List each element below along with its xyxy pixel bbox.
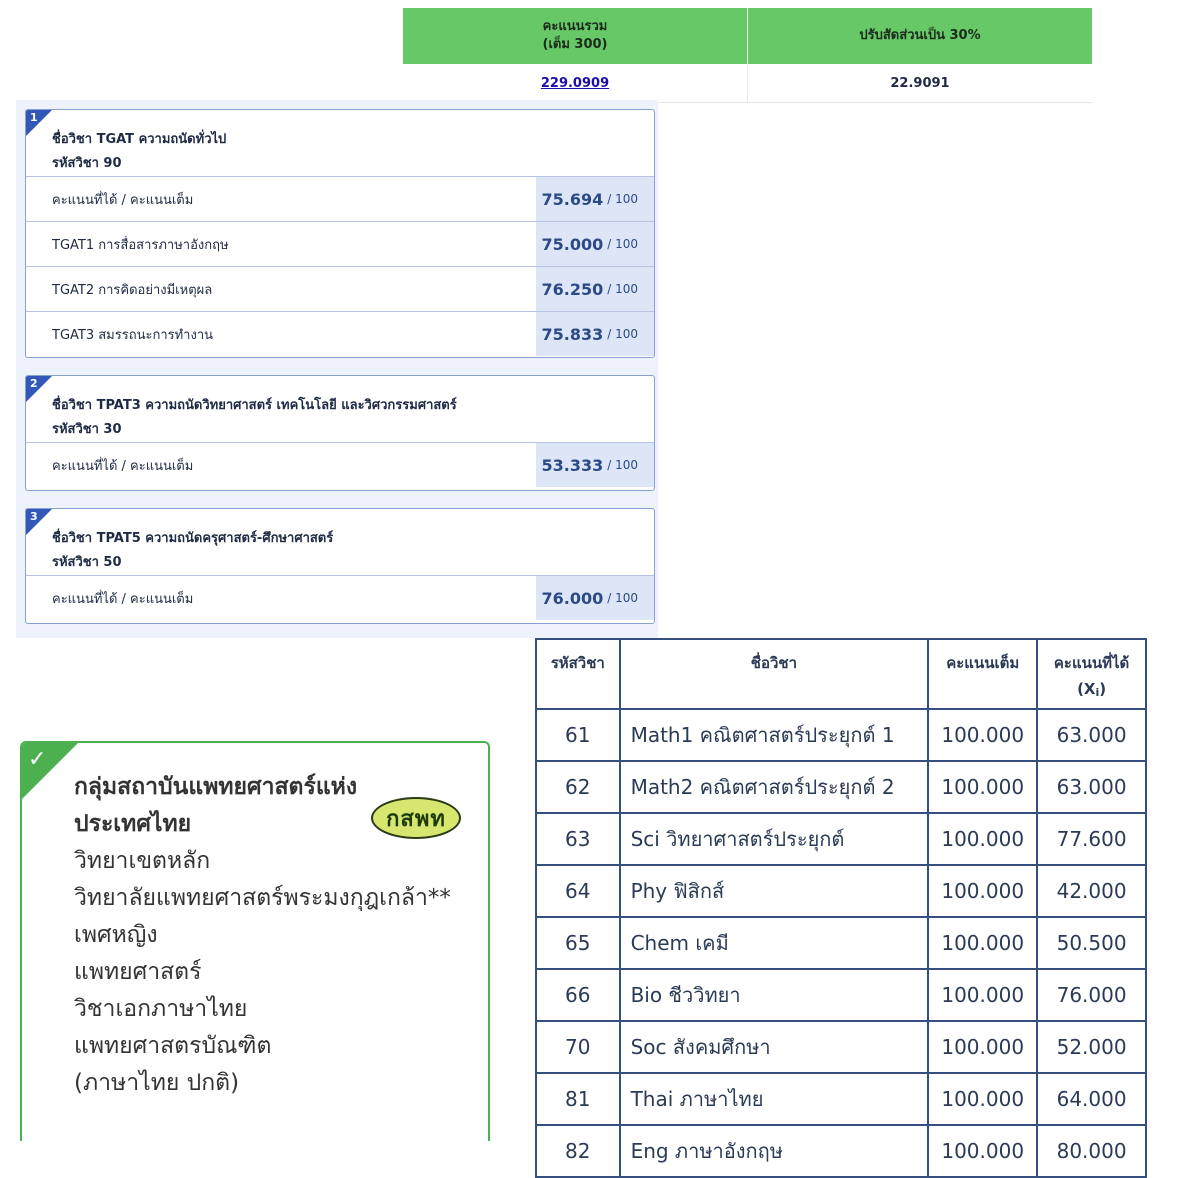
row-subject: Eng ภาษาอังกฤษ bbox=[620, 1125, 929, 1177]
subject-card-3 bbox=[25, 508, 655, 624]
score-row-label: TGAT2 การคิดอย่างมีเหตุผล bbox=[52, 283, 213, 298]
row-code: 65 bbox=[536, 917, 620, 969]
result-faculty: แพทยศาสตร์ bbox=[74, 959, 202, 985]
row-code: 81 bbox=[536, 1073, 620, 1125]
subject-code: รหัสวิชา 90 bbox=[52, 156, 122, 171]
score-value: 76.000 bbox=[541, 588, 604, 608]
row-code: 64 bbox=[536, 865, 620, 917]
subject-card-2 bbox=[25, 375, 655, 491]
row-got: 76.000 bbox=[1037, 969, 1146, 1021]
table-row bbox=[536, 865, 1146, 917]
summary-scaled-value: 22.9091 bbox=[890, 75, 950, 91]
header-name: ชื่อวิชา bbox=[620, 639, 929, 709]
score-row-label: คะแนนที่ได้ / คะแนนเต็ม bbox=[52, 592, 194, 607]
row-subject: Math1 คณิตศาสตร์ประยุกต์ 1 bbox=[620, 709, 929, 761]
subject-name: ชื่อวิชา TPAT3 ความถนัดวิทยาศาสตร์ เทคโนโลยี และวิศวกรรมศาสตร์ bbox=[52, 398, 457, 413]
row-full: 100.000 bbox=[928, 865, 1037, 917]
table-row bbox=[536, 1021, 1146, 1073]
table-row bbox=[536, 1125, 1146, 1177]
summary-value-row bbox=[403, 64, 1092, 103]
card-index-number: 1 bbox=[30, 111, 38, 124]
table-row bbox=[536, 917, 1146, 969]
score-value: 75.694 bbox=[541, 189, 604, 209]
card-index-number: 3 bbox=[30, 510, 38, 523]
header-got-symbol-close: ) bbox=[1099, 680, 1107, 698]
row-subject: Bio ชีววิทยา bbox=[620, 969, 929, 1021]
row-subject: Math2 คณิตศาสตร์ประยุกต์ 2 bbox=[620, 761, 929, 813]
score-max: / 100 bbox=[607, 327, 638, 341]
subject-card-head bbox=[26, 509, 654, 576]
score-cell bbox=[536, 267, 654, 311]
score-max: / 100 bbox=[607, 591, 638, 605]
score-row bbox=[26, 443, 654, 487]
row-code: 70 bbox=[536, 1021, 620, 1073]
score-cell bbox=[536, 312, 654, 356]
score-row bbox=[26, 576, 654, 620]
result-major: วิชาเอกภาษาไทย bbox=[74, 996, 248, 1022]
score-max: / 100 bbox=[607, 458, 638, 472]
score-max: / 100 bbox=[607, 282, 638, 296]
admission-result-card bbox=[20, 741, 490, 1141]
row-subject: Chem เคมี bbox=[620, 917, 929, 969]
row-full: 100.000 bbox=[928, 1073, 1037, 1125]
table-row bbox=[536, 1073, 1146, 1125]
table-row bbox=[536, 709, 1146, 761]
row-got: 63.000 bbox=[1037, 709, 1146, 761]
score-row bbox=[26, 312, 654, 356]
row-full: 100.000 bbox=[928, 969, 1037, 1021]
card-index-number: 2 bbox=[30, 377, 38, 390]
gspt-logo bbox=[371, 797, 461, 839]
table-row bbox=[536, 969, 1146, 1021]
row-full: 100.000 bbox=[928, 1125, 1037, 1177]
row-code: 66 bbox=[536, 969, 620, 1021]
score-cell bbox=[536, 222, 654, 266]
row-full: 100.000 bbox=[928, 917, 1037, 969]
result-college: วิทยาลัยแพทยศาสตร์พระมงกุฎเกล้า** bbox=[74, 885, 451, 911]
score-cell bbox=[536, 177, 654, 221]
result-institution-line1: กลุ่มสถาบันแพทยศาสตร์แห่ง bbox=[74, 774, 358, 800]
row-code: 63 bbox=[536, 813, 620, 865]
row-code: 62 bbox=[536, 761, 620, 813]
score-row-label: คะแนนที่ได้ / คะแนนเต็ม bbox=[52, 459, 194, 474]
subject-card-head bbox=[26, 376, 654, 443]
summary-header-scaled: ปรับสัดส่วนเป็น 30% bbox=[859, 28, 981, 43]
row-got: 80.000 bbox=[1037, 1125, 1146, 1177]
subject-card-1 bbox=[25, 109, 655, 358]
result-degree: แพทยศาสตรบัณฑิต bbox=[74, 1033, 272, 1059]
row-subject: Soc สังคมศึกษา bbox=[620, 1021, 929, 1073]
gspt-logo-text: กสพท bbox=[386, 806, 446, 832]
total-score-link[interactable]: 229.0909 bbox=[540, 75, 610, 91]
check-icon: ✓ bbox=[28, 747, 47, 772]
score-max: / 100 bbox=[607, 237, 638, 251]
score-row bbox=[26, 177, 654, 222]
row-full: 100.000 bbox=[928, 1021, 1037, 1073]
row-full: 100.000 bbox=[928, 761, 1037, 813]
subject-code: รหัสวิชา 50 bbox=[52, 555, 122, 570]
subject-card-head bbox=[26, 110, 654, 177]
result-institution-line2: ประเทศไทย bbox=[74, 811, 192, 837]
row-got: 52.000 bbox=[1037, 1021, 1146, 1073]
row-subject: Phy ฟิสิกส์ bbox=[620, 865, 929, 917]
result-campus: วิทยาเขตหลัก bbox=[74, 848, 211, 874]
row-got: 77.600 bbox=[1037, 813, 1146, 865]
header-got-symbol-x: (X bbox=[1077, 680, 1096, 698]
summary-header-total-line2: (เต็ม 300) bbox=[542, 37, 608, 52]
score-row-label: คะแนนที่ได้ / คะแนนเต็ม bbox=[52, 193, 194, 208]
header-full: คะแนนเต็ม bbox=[928, 639, 1037, 709]
score-value: 76.250 bbox=[541, 279, 604, 299]
summary-header-total bbox=[403, 8, 748, 64]
summary-total-cell bbox=[403, 64, 748, 102]
score-cell bbox=[536, 576, 654, 620]
row-got: 63.000 bbox=[1037, 761, 1146, 813]
row-code: 82 bbox=[536, 1125, 620, 1177]
table-row bbox=[536, 813, 1146, 865]
score-max: / 100 bbox=[607, 192, 638, 206]
row-subject: Sci วิทยาศาสตร์ประยุกต์ bbox=[620, 813, 929, 865]
header-code: รหัสวิชา bbox=[536, 639, 620, 709]
score-value: 75.000 bbox=[541, 234, 604, 254]
header-got-label: คะแนนที่ได้ bbox=[1053, 654, 1130, 672]
header-got-symbol bbox=[1077, 680, 1106, 698]
row-subject: Thai ภาษาไทย bbox=[620, 1073, 929, 1125]
row-full: 100.000 bbox=[928, 813, 1037, 865]
score-cell bbox=[536, 443, 654, 487]
score-row-label: TGAT3 สมรรถนะการทำงาน bbox=[52, 328, 214, 343]
subject-name: ชื่อวิชา TGAT ความถนัดทั่วไป bbox=[52, 132, 227, 147]
score-row bbox=[26, 222, 654, 267]
score-value: 75.833 bbox=[541, 324, 604, 344]
header-got bbox=[1037, 639, 1146, 709]
row-got: 42.000 bbox=[1037, 865, 1146, 917]
scores-header-row bbox=[536, 639, 1146, 709]
row-got: 64.000 bbox=[1037, 1073, 1146, 1125]
row-full: 100.000 bbox=[928, 709, 1037, 761]
score-value: 53.333 bbox=[541, 455, 604, 475]
subject-code: รหัสวิชา 30 bbox=[52, 422, 122, 437]
summary-header-row bbox=[403, 8, 1092, 64]
subject-name: ชื่อวิชา TPAT5 ความถนัดครุศาสตร์-ศึกษาศาสตร์ bbox=[52, 531, 334, 546]
subject-scores-table bbox=[535, 638, 1147, 1178]
summary-header-total-line1: คะแนนรวม bbox=[542, 19, 608, 34]
row-got: 50.500 bbox=[1037, 917, 1146, 969]
result-program: (ภาษาไทย ปกติ) bbox=[74, 1070, 240, 1096]
row-code: 61 bbox=[536, 709, 620, 761]
table-row bbox=[536, 761, 1146, 813]
header-got-symbol-i: i bbox=[1095, 686, 1100, 699]
score-row-label: TGAT1 การสื่อสารภาษาอังกฤษ bbox=[52, 238, 229, 253]
result-gender: เพศหญิง bbox=[74, 922, 158, 948]
score-row bbox=[26, 267, 654, 312]
